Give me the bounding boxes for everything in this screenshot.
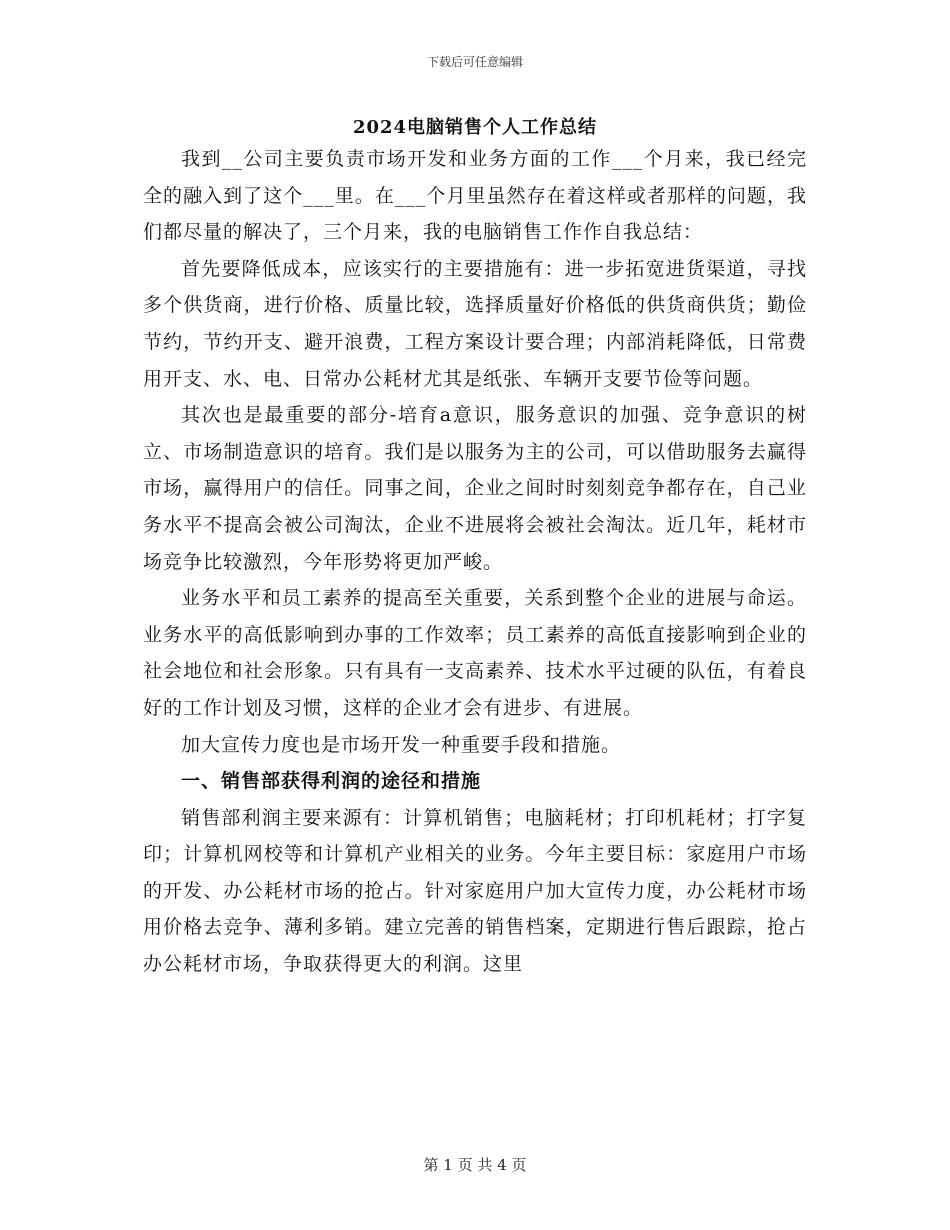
document-body — [143, 141, 807, 983]
page-footer: 第 1 页 共 4 页 — [423, 1156, 527, 1174]
page-header-note: 下载后可任意编辑 — [426, 55, 523, 69]
paragraph-publicity: 加大宣传力度也是市场开发一种重要手段和措施。 — [181, 733, 622, 756]
section-heading-profit: 一、销售部获得利润的途径和措施 — [181, 770, 482, 793]
paragraph-cost-reduction: 首先要降低成本，应该实行的主要措施有：进一步拓宽进货渠道，寻找多个供货商，进行价格、质量比较，选择质量好价格低的供货商供货；勤俭节约，节约开支、避开浪费，工程方案设计要合理；内部消耗降低，日常费用开支、水、电、日常办公耗材尤其是纸张、车辆开支要节俭等问题。 — [143, 257, 807, 390]
paragraph-service-awareness: 其次也是最重要的部分-培育a意识，服务意识的加强、竞争意识的树立、市场制造意识的培育。我们是以服务为主的公司，可以借助服务去赢得市场，赢得用户的信任。同事之间，企业之间时时刻刻竞争都存在，自己业务水平不提高会被公司淘汰，企业不进展将会被社会淘汰。近几年，耗材市场竞争比较激烈，今年形势将更加严峻。 — [143, 404, 807, 573]
paragraph-staff-quality: 业务水平和员工素养的提高至关重要，关系到整个企业的进展与命运。业务水平的高低影响到办事的工作效率；员工素养的高低直接影响到企业的社会地位和社会形象。只有具有一支高素养、技术水平过硬的队伍，有着良好的工作计划及习惯，这样的企业才会有进步、有进展。 — [143, 587, 807, 719]
paragraph-intro: 我到__公司主要负责市场开发和业务方面的工作___个月来，我已经完全的融入到了这个___里。在___个月里虽然存在着这样或者那样的问题，我们都尽量的解决了，三个月来，我的电脑销售工作作自我总结： — [143, 148, 807, 244]
paragraph-profit-sources: 销售部利润主要来源有：计算机销售；电脑耗材；打印机耗材；打字复印；计算机网校等和计算机产业相关的业务。今年主要目标：家庭用户市场的开发、办公耗材市场的抢占。针对家庭用户加大宣传力度，办公耗材市场用价格去竞争、薄利多销。建立完善的销售档案，定期进行售后跟踪，抢占办公耗材市场，争取获得更大的利润。这里 — [143, 806, 807, 976]
document-title: 2024电脑销售个人工作总结 — [352, 117, 598, 138]
